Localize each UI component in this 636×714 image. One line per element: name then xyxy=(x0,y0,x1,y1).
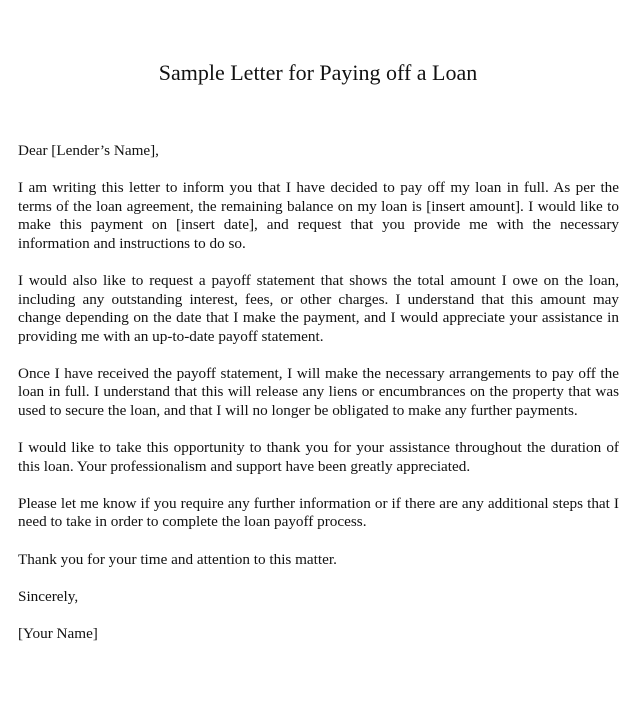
paragraph-closing-thanks: Thank you for your time and attention to this matter. xyxy=(18,550,337,568)
paragraph-payoff-statement: I would also like to request a payoff statement that shows the total amount I owe on the loan, including any outstanding interest, fees, or other charges. I understand that this amount may change depending on the date that I make the payment, and I would appreciate your assistance in providing me with an up-to-date payoff statement. xyxy=(18,271,619,345)
salutation: Dear [Lender’s Name], xyxy=(18,142,159,159)
paragraph-further-info: Please let me know if you require any further information or if there are any additional steps that I need to take in order to complete the loan payoff process. xyxy=(18,494,619,531)
signature: [Your Name] xyxy=(18,624,98,642)
letter-title: Sample Letter for Paying off a Loan xyxy=(158,60,478,85)
paragraph-thanks: I would like to take this opportunity to thank you for your assistance throughout the duration of this loan. Your professionalism and support have been greatly appreciated. xyxy=(18,439,619,475)
paragraph-intent: I am writing this letter to inform you that I have decided to pay off my loan in full. As per the terms of the loan agreement, the remaining balance on my loan is [insert amount]. I would like to make this payment on [insert date], and request that you provide me with the necessary information and instructions to do so. xyxy=(18,179,619,252)
closing: Sincerely, xyxy=(18,587,79,605)
paragraph-arrangements: Once I have received the payoff statement, I will make the necessary arrangements to pay off the loan in full. I understand that this will release any liens or encumbrances on the property that was used to secure the loan, and that I will no longer be obligated to make any further payments. xyxy=(18,364,619,420)
letter-body xyxy=(18,142,619,643)
